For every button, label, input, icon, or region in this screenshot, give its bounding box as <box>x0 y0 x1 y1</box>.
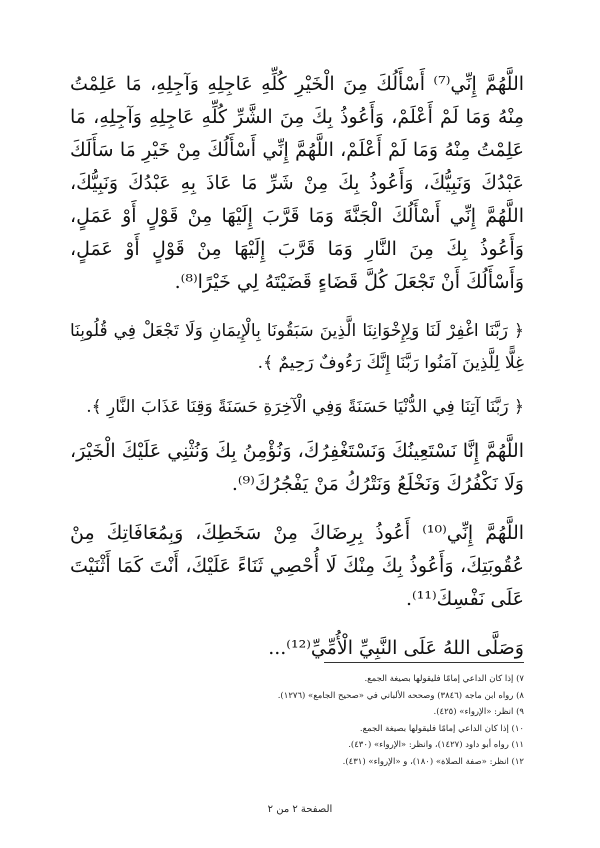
quran-verse-1: ﴿ رَبَّنَا اغْفِرْ لَنَا وَلِإِخْوَانِنَا الَّذِينَ سَبَقُونَا بِالْإِيمَانِ وَلَا تَجْعَلْ فِي قُلُوبِنَا غِلًّا لِلَّذِينَ آمَنُوا رَبَّنَا إِنَّكَ رَءُوفٌ رَحِيمٌ ﴾. <box>70 321 524 373</box>
footnote-8: ٨) رواه ابن ماجه (٣٨٤٦) وصححه الألباني في «صحيح الجامع» (١٢٧٦). <box>277 690 524 701</box>
supplication-paragraph-1: اللَّهُمَّ إِنِّي⁽⁷⁾ أَسْأَلُكَ مِنَ الْخَيْرِ كُلِّهِ عَاجِلِهِ وَآجِلِهِ، مَا عَلِمْتُ مِنْهُ وَمَا لَمْ أَعْلَمْ، وَأَعُوذُ بِكَ مِنَ الشَّرِّ كُلِّهِ عَاجِلِهِ وَآجِلِهِ، مَا عَلِمْتُ مِنْهُ وَمَا لَمْ أَعْلَمْ، اللَّهُمَّ إِنِّي أَسْأَلُكَ مِنْ خَيْرِ مَا سَأَلَكَ عَبْدُكَ وَنَبِيُّكَ، وَأَعُوذُ بِكَ مِنْ شَرِّ مَا عَاذَ بِهِ عَبْدُكَ وَنَبِيُّكَ، اللَّهُمَّ إِنِّي أَسْأَلُكَ الْجَنَّةَ وَمَا قَرَّبَ إِلَيْهَا مِنْ قَوْلٍ أَوْ عَمَلٍ، وَأَعُوذُ بِكَ مِنَ النَّارِ وَمَا قَرَّبَ إِلَيْهَا مِنْ قَوْلٍ أَوْ عَمَلٍ، وَأَسْأَلُكَ أَنْ تَجْعَلَ كُلَّ قَضَاءٍ قَضَيْتَهُ لِي خَيْرًا⁽⁸⁾. <box>70 73 525 293</box>
footnote-9: ٩) انظر: «الإرواء» (٤٢٥). <box>433 707 524 717</box>
supplication-paragraph-2: اللَّهُمَّ إِنَّا نَسْتَعِينُكَ وَنَسْتَغْفِرُكَ، وَنُؤْمِنُ بِكَ وَنُثْنِي عَلَيْكَ الْخَيْرَ، وَلَا نَكْفُرُكَ وَنَخْلَعُ وَنَتْرُكُ مَنْ يَفْجُرُكَ⁽⁹⁾. <box>70 440 524 495</box>
page-number: الصفحة ٢ من ٢ <box>267 804 333 815</box>
footnote-7: ٧) إذا كان الداعي إمامًا فليقولها بصيغة الجمع. <box>364 674 524 684</box>
footnote-10: ١٠) إذا كان الداعي إمامًا فليقولها بصيغة الجمع. <box>359 723 524 734</box>
supplication-paragraph-3: اللَّهُمَّ إِنِّي⁽¹⁰⁾ أَعُوذُ بِرِضَاكَ مِنْ سَخَطِكَ، وَبِمُعَافَاتِكَ مِنْ عُقُوبَتِكَ، وَأَعُوذُ بِكَ مِنْكَ لَا أُحْصِي ثَنَاءً عَلَيْكَ، أَنْتَ كَمَا أَثْنَيْتَ عَلَى نَفْسِكَ⁽¹¹⁾. <box>70 522 525 610</box>
footnotes <box>277 662 524 770</box>
footnote-11: ١١) رواه أبو داود (١٤٢٧)، وانظر: «الإرواء» (٤٣٠). <box>348 740 524 750</box>
footnote-12: ١٢) انظر: «صفة الصلاة» (١٨٠)، و «الإرواء» (٤٣١). <box>342 756 524 767</box>
quran-verse-2: ﴿ رَبَّنَا آتِنَا فِي الدُّنْيَا حَسَنَةً وَفِي الْآخِرَةِ حَسَنَةً وَقِنَا عَذَابَ النَّارِ ﴾. <box>86 397 524 417</box>
closing-line: وَصَلَّى اللهُ عَلَى النَّبِيِّ الْأُمِّيِّ⁽¹²⁾... <box>268 637 524 659</box>
